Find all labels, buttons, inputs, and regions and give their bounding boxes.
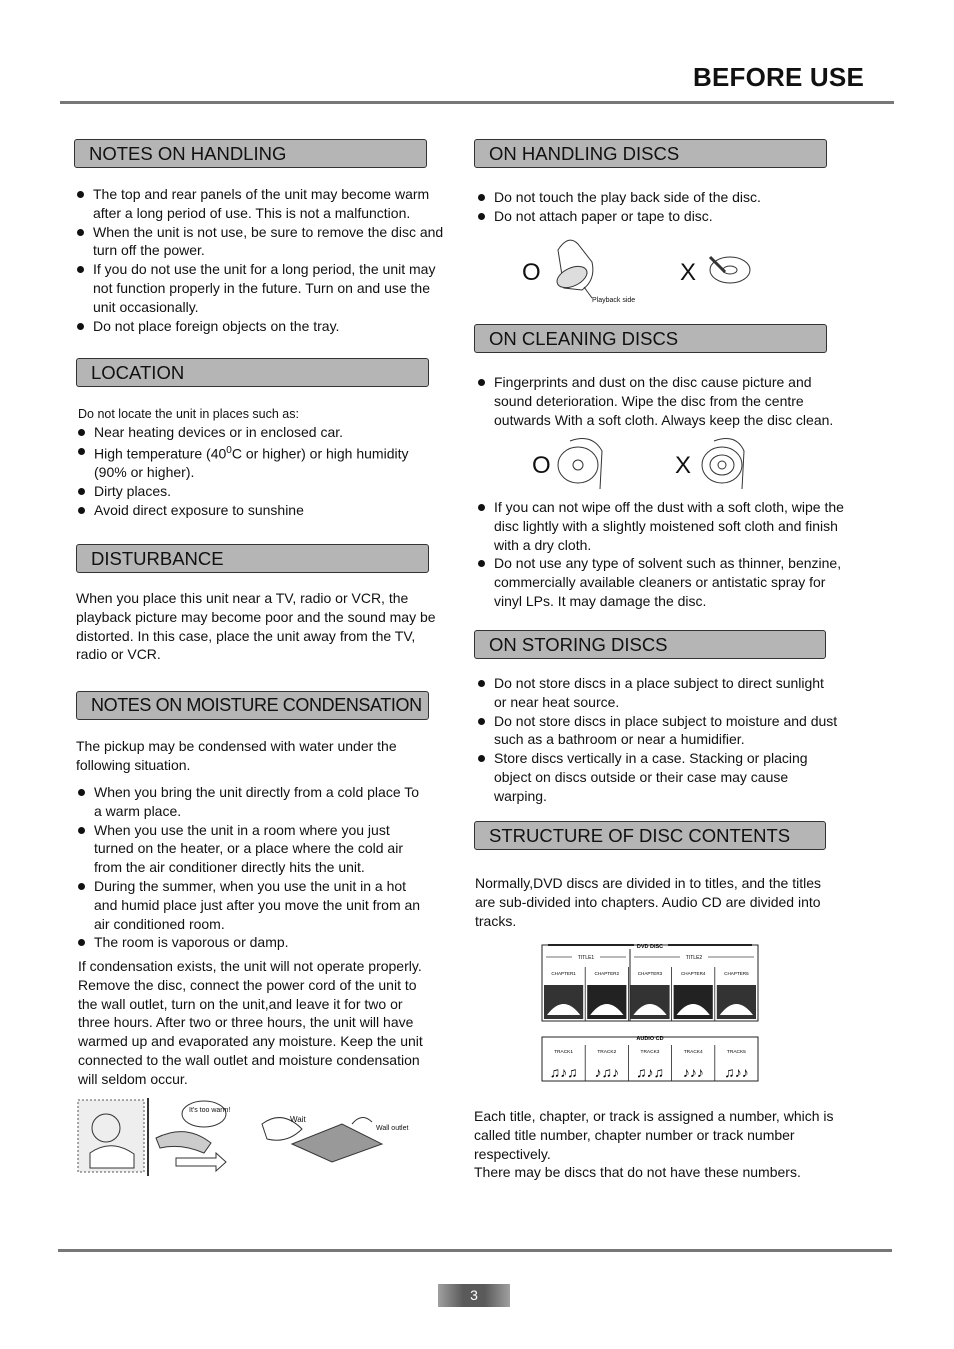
music-note-icon: ♫♪♫ [549, 1064, 578, 1080]
structure-heading: STRUCTURE OF DISC CONTENTS [474, 821, 826, 850]
storing-discs-list [477, 674, 839, 806]
list-item: Dirty places. [77, 482, 437, 501]
disturbance-text: When you place this unit near a TV, radio or VCR, the playback picture may become poor and the sound may be distorted. In this case, place the unit away from the TV, radio or VCR. [76, 590, 436, 663]
structure-outro-2: There may be discs that do not have these numbers. [474, 1164, 801, 1180]
moisture-list [77, 783, 422, 952]
outlet-label: Wall outlet [376, 1125, 409, 1132]
list-item [77, 442, 437, 482]
music-note-icon: ♪♫♪ [594, 1064, 620, 1080]
ng-icon: X [675, 452, 692, 479]
moisture-intro: The pickup may be condensed with water under the following situation. [76, 738, 397, 773]
list-item: Fingerprints and dust on the disc cause picture and sound deterioration. Wipe the disc from the centre outwards With a soft cloth. Always keep the disc clean. [477, 373, 849, 429]
degree-sup: 0 [226, 444, 232, 456]
playback-side-label: Playback side [592, 297, 636, 304]
list-item: If you do not use the unit for a long period, the unit may not function properly in the future. Turn on and use the unit occasionally. [76, 260, 446, 316]
on-handling-discs-heading: ON HANDLING DISCS [474, 139, 827, 168]
list-item: When you bring the unit directly from a cold place To a warm place. [77, 783, 422, 821]
structure-outro-1: Each title, chapter, or track is assigned a number, which is called title number, chapter number or track number respectively. [474, 1108, 834, 1162]
list-item: Do not attach paper or tape to disc. [477, 207, 837, 226]
music-note-icon: ♫♪♪ [724, 1064, 749, 1080]
page-number: 3 [438, 1284, 510, 1307]
ng-icon: X [680, 259, 697, 286]
title-label: TITLE2 [685, 955, 703, 961]
moisture-heading: NOTES ON MOISTURE CONDENSATION [76, 691, 429, 720]
handling-discs-list [477, 188, 837, 226]
music-note-icon: ♫♪♫ [636, 1064, 664, 1080]
ok-icon: O [532, 452, 551, 479]
on-cleaning-discs-heading: ON CLEANING DISCS [474, 324, 827, 353]
list-item: Do not store discs in place subject to moisture and dust such as a bathroom or near a humidifier. [477, 712, 839, 750]
chapter-label: CHAPTER1 [551, 971, 576, 976]
cold-to-warm-illustration [76, 1098, 236, 1178]
page-title: BEFORE USE [692, 62, 864, 92]
list-item: Do not touch the play back side of the disc. [477, 188, 837, 207]
location-intro: Do not locate the unit in places such as: [78, 407, 299, 421]
list-item: Do not use any type of solvent such as thinner, benzine, commercially available cleaners or antistatic spray for vinyl LPs. It may damage the disc. [477, 554, 849, 610]
ok-icon: O [522, 259, 541, 286]
moisture-outro: If condensation exists, the unit will not operate properly. Remove the disc, connect the power cord of the unit to the wall outlet, turn on the unit,and leave it for two or three hours. After two or three hours, the unit will have warmed up and evaporated any moisture. Keep the unit connected to the wall outlet and moisture condensation will seldom occur. [78, 958, 423, 1087]
music-note-icon: ♪♪♪ [682, 1064, 704, 1080]
list-item: During the summer, when you use the unit in a hot and humid place just after you move the unit from an air conditioned room. [77, 877, 422, 933]
track-label: TRACK5 [726, 1050, 746, 1055]
audio-cd-label: AUDIO CD [636, 1036, 664, 1042]
chapter-label: CHAPTER4 [680, 971, 706, 976]
list-item: Do not store discs in a place subject to direct sunlight or near heat source. [477, 674, 839, 712]
handling-list [76, 185, 446, 335]
list-item: Store discs vertically in a case. Stacking or placing object on discs outside or their case may cause warping. [477, 749, 839, 805]
list-item: Do not place foreign objects on the tray. [76, 317, 446, 336]
disc-handling-illustration [520, 232, 760, 307]
list-item: If you can not wipe off the dust with a soft cloth, wipe the disc lightly with a slightly moistened soft cloth and finish with a dry cloth. [477, 498, 849, 554]
cleaning-discs-list [477, 373, 849, 429]
wait-label: Wait [290, 1115, 306, 1124]
location-list [77, 423, 437, 520]
temp-text: High temperature (40 [94, 445, 227, 462]
list-item: Avoid direct exposure to sunshine [77, 501, 437, 520]
wait-illustration [252, 1104, 412, 1164]
track-label: TRACK2 [597, 1050, 617, 1055]
disc-cleaning-illustration [530, 433, 760, 495]
list-item: When you use the unit in a room where you just turned on the heater, or a place where the cold air from the air conditioner directly hits the unit. [77, 821, 422, 877]
track-label: TRACK4 [683, 1050, 703, 1055]
disc-structure-diagram [538, 937, 764, 1085]
chapter-label: CHAPTER2 [594, 971, 620, 976]
temp-rest: C or higher) or high humidity (90% or higher). [94, 445, 409, 481]
track-label: TRACK1 [554, 1050, 574, 1055]
dvd-disc-label: DVD DISC [636, 944, 664, 950]
bottom-rule [58, 1249, 892, 1252]
warm-label: It's too warm! [189, 1107, 231, 1114]
notes-on-handling-heading: NOTES ON HANDLING [74, 139, 427, 168]
list-item: The top and rear panels of the unit may become warm after a long period of use. This is not a malfunction. [76, 185, 446, 223]
top-rule [60, 101, 894, 104]
list-item: When the unit is not use, be sure to remove the disc and turn off the power. [76, 223, 446, 261]
location-heading: LOCATION [76, 358, 429, 387]
list-item: Near heating devices or in enclosed car. [77, 423, 437, 442]
structure-intro: Normally,DVD discs are divided in to titles, and the titles are sub-divided into chapters. Audio CD are divided into tracks. [475, 875, 821, 929]
disturbance-heading: DISTURBANCE [76, 544, 429, 573]
title-label: TITLE1 [577, 955, 595, 961]
cleaning-discs-list-2 [477, 498, 849, 611]
chapter-label: CHAPTER5 [724, 971, 749, 976]
list-item: The room is vaporous or damp. [77, 933, 422, 952]
on-storing-discs-heading: ON STORING DISCS [474, 630, 826, 659]
track-label: TRACK3 [640, 1050, 660, 1055]
chapter-label: CHAPTER3 [637, 971, 663, 976]
